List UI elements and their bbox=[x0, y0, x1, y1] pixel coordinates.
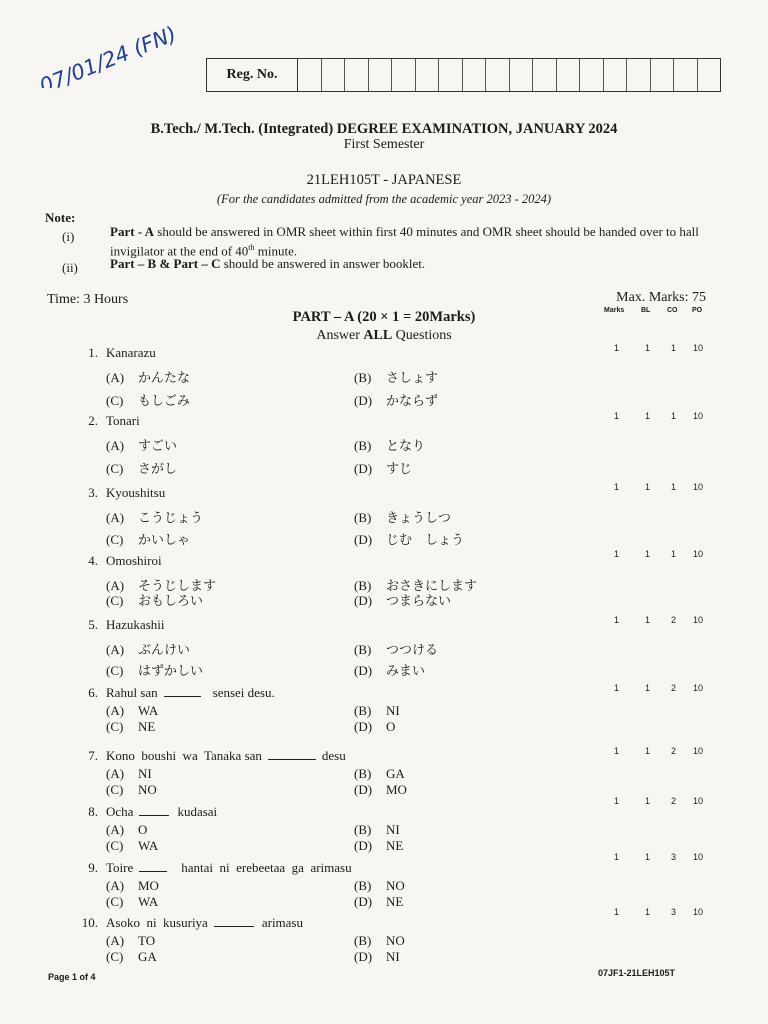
option-letter: (C) bbox=[106, 461, 124, 476]
question-number: 8. bbox=[88, 804, 98, 819]
po-header: PO bbox=[692, 307, 703, 314]
option-d bbox=[354, 782, 407, 798]
option-text: すごい bbox=[138, 439, 178, 454]
note-prefix: Part – B & Part – C bbox=[110, 256, 221, 271]
bl-value: 1 bbox=[645, 852, 651, 862]
option-letter: (D) bbox=[354, 593, 373, 608]
stem-part: kudasai bbox=[177, 804, 218, 819]
option-text: NI bbox=[386, 822, 400, 837]
answer-blank bbox=[139, 871, 167, 872]
option-b bbox=[354, 878, 405, 894]
option-c bbox=[106, 590, 203, 609]
option-letter: (A) bbox=[106, 703, 125, 718]
option-d bbox=[354, 894, 403, 910]
option-letter: (B) bbox=[354, 578, 372, 593]
option-text: おさきにします bbox=[386, 579, 478, 594]
option-letter: (A) bbox=[106, 578, 125, 593]
note-num: (i) bbox=[62, 229, 75, 244]
stem-part: Kono boushi wa Tanaka san bbox=[106, 748, 262, 763]
po-value: 10 bbox=[693, 907, 704, 917]
option-letter: (B) bbox=[354, 822, 372, 837]
option-letter: (D) bbox=[354, 663, 373, 678]
option-letter: (B) bbox=[354, 933, 372, 948]
option-b bbox=[354, 435, 425, 454]
option-letter: (B) bbox=[354, 703, 372, 718]
option-text: つつける bbox=[386, 643, 439, 658]
reg-no-cell[interactable] bbox=[627, 59, 651, 91]
option-letter: (C) bbox=[106, 532, 124, 547]
bl-value: 1 bbox=[645, 549, 651, 559]
option-letter: (A) bbox=[106, 933, 125, 948]
question-stem bbox=[106, 685, 275, 701]
reg-no-cell[interactable] bbox=[674, 59, 698, 91]
question-number: 5. bbox=[88, 617, 98, 632]
option-letter: (C) bbox=[106, 593, 124, 608]
option-c bbox=[106, 660, 203, 679]
question-number: 4. bbox=[88, 553, 98, 568]
question-number: 3. bbox=[88, 485, 98, 500]
option-d bbox=[354, 390, 438, 409]
note-body: should be answered in OMR sheet within first 40 minutes and OMR sheet should be handed over to hall invigilator at the end of 40 bbox=[110, 224, 699, 259]
reg-no-cell[interactable] bbox=[604, 59, 628, 91]
question-stem: Kanarazu bbox=[106, 345, 156, 360]
note-text bbox=[110, 224, 710, 259]
marks-value: 1 bbox=[614, 796, 620, 806]
question-number: 2. bbox=[88, 413, 98, 428]
option-letter: (D) bbox=[354, 949, 373, 964]
co-header: CO bbox=[667, 307, 678, 314]
reg-no-cell[interactable] bbox=[322, 59, 346, 91]
option-a bbox=[106, 507, 203, 526]
option-c bbox=[106, 838, 158, 854]
stem-part: hantai ni erebeetaa ga arimasu bbox=[181, 860, 352, 875]
option-text: WA bbox=[138, 703, 159, 718]
option-a bbox=[106, 766, 152, 782]
bl-value: 1 bbox=[645, 746, 651, 756]
co-value: 1 bbox=[671, 411, 677, 421]
marks-value: 1 bbox=[614, 683, 620, 693]
option-d bbox=[354, 590, 451, 609]
option-text: NE bbox=[386, 894, 404, 909]
option-text: もしごみ bbox=[138, 394, 191, 409]
option-letter: (C) bbox=[106, 393, 124, 408]
answer-blank bbox=[214, 926, 254, 927]
note-prefix: Part - A bbox=[110, 224, 155, 239]
option-text: こうじょう bbox=[138, 511, 204, 526]
reg-no-cell[interactable] bbox=[486, 59, 510, 91]
option-letter: (D) bbox=[354, 393, 373, 408]
question-stem bbox=[106, 915, 303, 931]
option-text: みまい bbox=[386, 664, 426, 679]
marks-value: 1 bbox=[614, 411, 620, 421]
reg-no-cell[interactable] bbox=[510, 59, 534, 91]
note-sup: th bbox=[248, 243, 255, 252]
option-text: つまらない bbox=[386, 594, 452, 609]
option-b bbox=[354, 639, 438, 658]
option-text: となり bbox=[386, 439, 426, 454]
marks-header: Marks bbox=[604, 307, 625, 314]
paper-code: 07JF1-21LEH105T bbox=[598, 968, 676, 978]
option-text: NI bbox=[386, 949, 400, 964]
question-number: 9. bbox=[88, 860, 98, 875]
option-text: NI bbox=[138, 766, 152, 781]
option-letter: (A) bbox=[106, 878, 125, 893]
question-stem: Tonari bbox=[106, 413, 140, 428]
option-d bbox=[354, 529, 464, 548]
option-letter: (C) bbox=[106, 838, 124, 853]
semester: First Semester bbox=[343, 137, 425, 152]
option-text: O bbox=[138, 822, 148, 837]
option-letter: (C) bbox=[106, 949, 124, 964]
co-value: 2 bbox=[671, 683, 677, 693]
option-d bbox=[354, 719, 395, 735]
po-value: 10 bbox=[693, 615, 704, 625]
option-text: かならず bbox=[386, 394, 439, 409]
option-text: きょうしつ bbox=[386, 511, 452, 526]
option-text: すじ bbox=[386, 462, 413, 477]
question-stem: Omoshiroi bbox=[106, 553, 162, 568]
option-c bbox=[106, 894, 158, 910]
stem-part: Rahul san bbox=[106, 685, 158, 700]
stem-part: Asoko ni kusuriya bbox=[106, 915, 208, 930]
reg-no-cell[interactable] bbox=[463, 59, 487, 91]
part-a-heading: PART – A (20 × 1 = 20Marks) bbox=[292, 309, 476, 325]
option-d bbox=[354, 458, 412, 477]
reg-no-cell[interactable] bbox=[298, 59, 322, 91]
marks-value: 1 bbox=[614, 343, 620, 353]
time-duration: Time: 3 Hours bbox=[47, 292, 129, 307]
option-text: GA bbox=[386, 766, 405, 781]
option-text: さがし bbox=[138, 462, 178, 477]
option-b bbox=[354, 766, 405, 782]
reg-no-cell[interactable] bbox=[439, 59, 463, 91]
option-letter: (D) bbox=[354, 719, 373, 734]
option-letter: (B) bbox=[354, 878, 372, 893]
question-number: 7. bbox=[88, 748, 98, 763]
option-c bbox=[106, 782, 157, 798]
option-letter: (D) bbox=[354, 838, 373, 853]
question-stem bbox=[106, 860, 352, 876]
option-c bbox=[106, 458, 177, 477]
bl-header: BL bbox=[641, 307, 651, 314]
option-a bbox=[106, 367, 190, 386]
reg-no-cell[interactable] bbox=[557, 59, 581, 91]
reg-no-cell[interactable] bbox=[416, 59, 440, 91]
reg-no-cell[interactable] bbox=[651, 59, 675, 91]
option-letter: (C) bbox=[106, 782, 124, 797]
question-number: 10. bbox=[81, 915, 98, 930]
po-value: 10 bbox=[693, 482, 704, 492]
option-c bbox=[106, 949, 157, 965]
reg-no-cell[interactable] bbox=[698, 59, 721, 91]
option-letter: (D) bbox=[354, 461, 373, 476]
co-value: 1 bbox=[671, 482, 677, 492]
option-c bbox=[106, 529, 190, 548]
option-text: NE bbox=[138, 719, 156, 734]
option-text: WA bbox=[138, 894, 159, 909]
option-a bbox=[106, 435, 177, 454]
option-text: じむ しょう bbox=[386, 533, 465, 548]
option-letter: (B) bbox=[354, 766, 372, 781]
option-letter: (D) bbox=[354, 782, 373, 797]
co-value: 1 bbox=[671, 549, 677, 559]
handwritten-date bbox=[30, 18, 180, 88]
po-value: 10 bbox=[693, 343, 704, 353]
option-letter: (A) bbox=[106, 370, 125, 385]
note-label: Note: bbox=[45, 210, 76, 225]
question-number: 1. bbox=[88, 345, 98, 360]
option-d bbox=[354, 660, 425, 679]
option-letter: (B) bbox=[354, 642, 372, 657]
instruction-post: Questions bbox=[392, 328, 452, 343]
stem-part: Toire bbox=[106, 860, 134, 875]
option-a bbox=[106, 933, 155, 949]
instruction-pre: Answer bbox=[316, 328, 364, 343]
option-letter: (D) bbox=[354, 894, 373, 909]
option-text: NO bbox=[386, 878, 405, 893]
po-value: 10 bbox=[693, 411, 704, 421]
option-text: GA bbox=[138, 949, 157, 964]
option-text: NI bbox=[386, 703, 400, 718]
bl-value: 1 bbox=[645, 343, 651, 353]
bl-value: 1 bbox=[645, 796, 651, 806]
option-d bbox=[354, 838, 403, 854]
marks-value: 1 bbox=[614, 615, 620, 625]
marks-value: 1 bbox=[614, 482, 620, 492]
bl-value: 1 bbox=[645, 907, 651, 917]
course-code: 21LEH105T - JAPANESE bbox=[306, 172, 462, 188]
reg-no-box bbox=[206, 58, 721, 92]
option-text: かいしゃ bbox=[138, 533, 191, 548]
co-value: 2 bbox=[671, 746, 677, 756]
candidates-note: (For the candidates admitted from the academic year 2023 - 2024) bbox=[216, 192, 552, 206]
note-tail: minute. bbox=[254, 243, 298, 259]
marks-value: 1 bbox=[614, 746, 620, 756]
option-c bbox=[106, 719, 155, 735]
stem-part: desu bbox=[321, 748, 346, 763]
instruction-bold: ALL bbox=[363, 328, 393, 343]
option-letter: (A) bbox=[106, 510, 125, 525]
option-b bbox=[354, 367, 438, 386]
bl-value: 1 bbox=[645, 411, 651, 421]
option-letter: (A) bbox=[106, 766, 125, 781]
option-text: そうじします bbox=[138, 579, 217, 594]
option-text: おもしろい bbox=[138, 594, 204, 609]
option-text: はずかしい bbox=[138, 664, 204, 679]
exam-title: B.Tech./ M.Tech. (Integrated) DEGREE EXAMINATION, JANUARY 2024 bbox=[150, 121, 618, 137]
option-letter: (D) bbox=[354, 532, 373, 547]
option-c bbox=[106, 390, 190, 409]
option-text: MO bbox=[138, 878, 159, 893]
page-number: Page 1 of 4 bbox=[48, 972, 96, 982]
note-text bbox=[110, 256, 425, 272]
reg-no-cell[interactable] bbox=[345, 59, 369, 91]
option-b bbox=[354, 822, 400, 838]
option-letter: (A) bbox=[106, 642, 125, 657]
marks-value: 1 bbox=[614, 549, 620, 559]
option-letter: (A) bbox=[106, 438, 125, 453]
po-value: 10 bbox=[693, 683, 704, 693]
option-b bbox=[354, 507, 451, 526]
option-a bbox=[106, 639, 190, 658]
option-text: さしょす bbox=[386, 371, 439, 386]
co-value: 1 bbox=[671, 343, 677, 353]
option-text: NO bbox=[386, 933, 405, 948]
option-letter: (C) bbox=[106, 663, 124, 678]
part-a-instruction bbox=[0, 328, 768, 344]
option-text: NO bbox=[138, 782, 157, 797]
option-b bbox=[354, 703, 400, 719]
po-value: 10 bbox=[693, 549, 704, 559]
max-marks: Max. Marks: 75 bbox=[616, 290, 706, 305]
marks-value: 1 bbox=[614, 907, 620, 917]
option-letter: (B) bbox=[354, 510, 372, 525]
bl-value: 1 bbox=[645, 683, 651, 693]
answer-blank bbox=[164, 696, 201, 697]
answer-blank bbox=[139, 815, 169, 816]
handwritten-date-text: 07/01/24 (FN) bbox=[36, 21, 180, 88]
question-stem bbox=[106, 748, 346, 764]
note-num: (ii) bbox=[62, 260, 78, 275]
co-value: 2 bbox=[671, 796, 677, 806]
option-b bbox=[354, 933, 405, 949]
stem-part: arimasu bbox=[261, 915, 303, 930]
co-value: 3 bbox=[671, 907, 677, 917]
option-letter: (B) bbox=[354, 438, 372, 453]
po-value: 10 bbox=[693, 746, 704, 756]
reg-no-cell[interactable] bbox=[369, 59, 393, 91]
question-stem: Hazukashii bbox=[106, 617, 165, 632]
reg-no-cell[interactable] bbox=[533, 59, 557, 91]
question-stem: Kyoushitsu bbox=[106, 485, 166, 500]
marks-value: 1 bbox=[614, 852, 620, 862]
bl-value: 1 bbox=[645, 482, 651, 492]
option-a bbox=[106, 878, 159, 894]
option-letter: (C) bbox=[106, 894, 124, 909]
reg-no-label: Reg. No. bbox=[207, 59, 298, 91]
reg-no-cell[interactable] bbox=[580, 59, 604, 91]
option-text: ぶんけい bbox=[138, 643, 191, 658]
co-value: 2 bbox=[671, 615, 677, 625]
option-a bbox=[106, 822, 147, 838]
option-letter: (C) bbox=[106, 719, 124, 734]
option-text: WA bbox=[138, 838, 159, 853]
option-text: NE bbox=[386, 838, 404, 853]
stem-part: Ocha bbox=[106, 804, 134, 819]
option-a bbox=[106, 703, 158, 719]
question-number: 6. bbox=[88, 685, 98, 700]
co-value: 3 bbox=[671, 852, 677, 862]
option-letter: (B) bbox=[354, 370, 372, 385]
note-body: should be answered in answer booklet. bbox=[220, 256, 426, 271]
reg-no-cell[interactable] bbox=[392, 59, 416, 91]
po-value: 10 bbox=[693, 852, 704, 862]
stem-part: sensei desu. bbox=[212, 685, 275, 700]
option-text: MO bbox=[386, 782, 407, 797]
option-text: かんたな bbox=[138, 371, 191, 386]
option-letter: (A) bbox=[106, 822, 125, 837]
option-text: TO bbox=[138, 933, 156, 948]
bl-value: 1 bbox=[645, 615, 651, 625]
answer-blank bbox=[268, 759, 316, 760]
option-d bbox=[354, 949, 400, 965]
po-value: 10 bbox=[693, 796, 704, 806]
question-stem bbox=[106, 804, 217, 820]
option-text: O bbox=[386, 719, 396, 734]
